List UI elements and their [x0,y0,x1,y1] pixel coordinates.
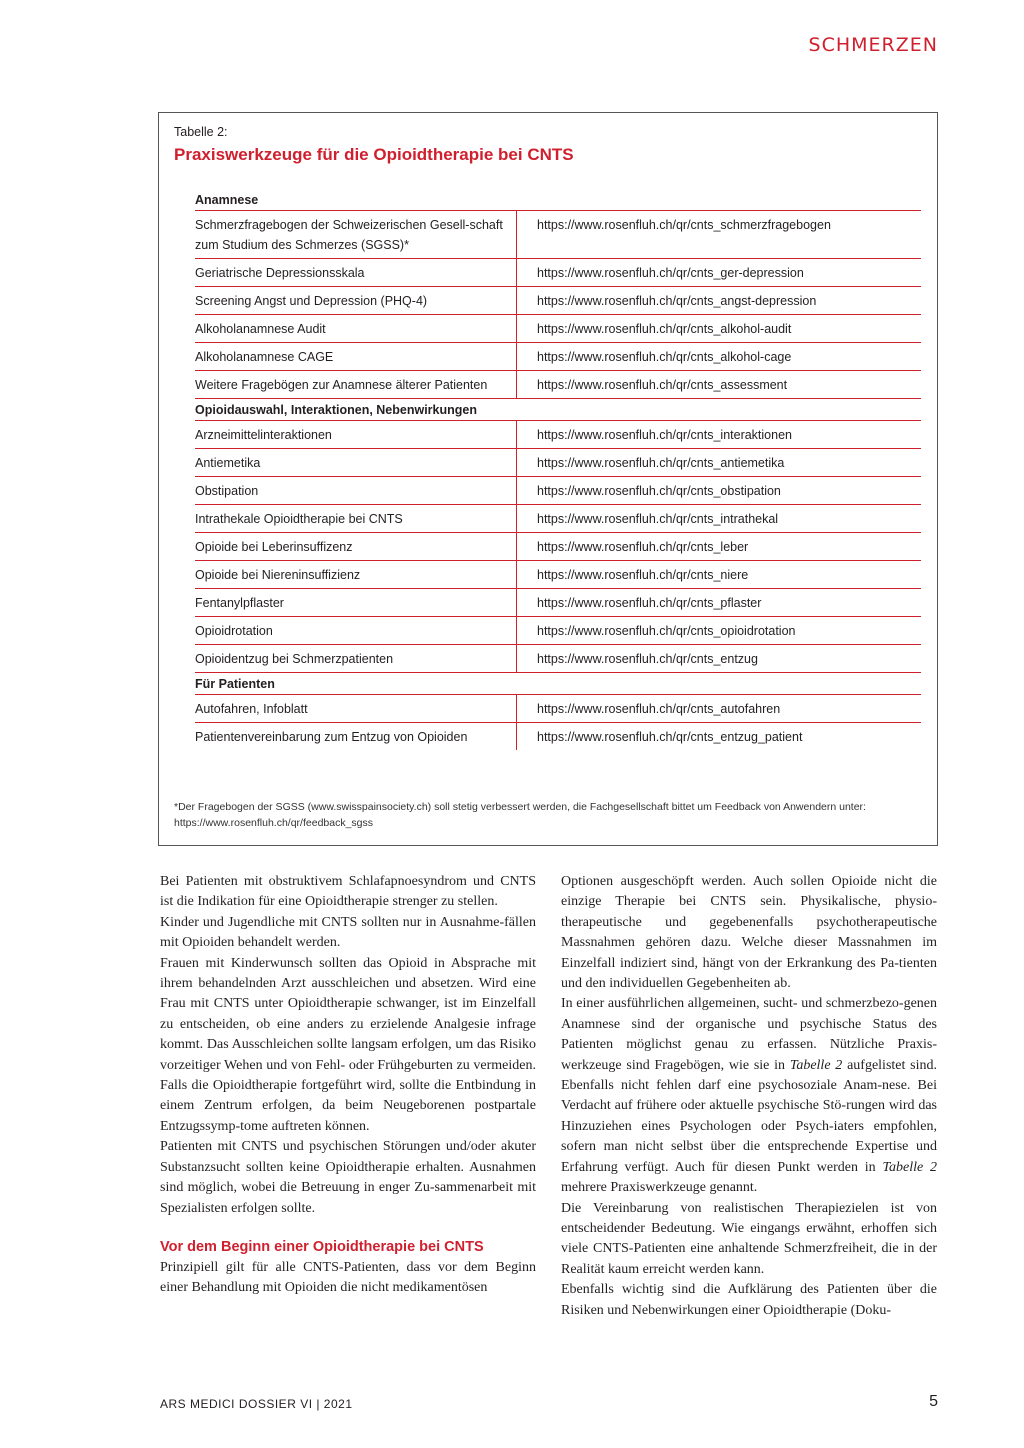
tool-link[interactable]: https://www.rosenfluh.ch/qr/cnts_schmerzfragebogen [537,218,831,232]
table-row [195,449,921,477]
table-group-heading: Anamnese [195,189,921,211]
tool-link[interactable]: https://www.rosenfluh.ch/qr/cnts_antiemetika [537,456,785,470]
paragraph: Ebenfalls wichtig sind die Aufklärung des Patienten über die Risiken und Nebenwirkungen einer Opioidtherapie (Doku- [561,1282,937,1318]
section-title: SCHMERZEN [808,34,938,56]
table-row [195,505,921,533]
tool-link[interactable]: https://www.rosenfluh.ch/qr/cnts_leber [537,540,749,554]
tool-name: Alkoholanamnese Audit [195,315,517,342]
tool-name: Intrathekale Opioidtherapie bei CNTS [195,505,517,532]
table-row [195,211,921,259]
table-row [195,589,921,617]
paragraph [561,994,937,1198]
paragraph: Die Vereinbarung von realistischen Therapiezielen ist von entscheidender Bedeutung. Wie eingangs erwähnt, erhoffen sich viele CNTS-Patienten eine anhaltende Schmerzfreiheit, die in der Realität kaum erreicht werden kann. [561,1200,937,1277]
tool-name: Weitere Fragebögen zur Anamnese älterer Patienten [195,371,517,398]
tool-name: Patientenvereinbarung zum Entzug von Opioiden [195,723,517,750]
tool-name: Opioidrotation [195,617,517,644]
tool-link[interactable]: https://www.rosenfluh.ch/qr/cnts_obstipation [537,484,781,498]
tool-name: Opioide bei Niereninsuffizienz [195,561,517,588]
tools-table [158,112,938,846]
tool-link[interactable]: https://www.rosenfluh.ch/qr/cnts_intrathekal [537,512,779,526]
table-row [195,645,921,673]
table-reference: Tabelle 2 [789,1057,843,1073]
tool-link[interactable]: https://www.rosenfluh.ch/qr/cnts_ger-depression [537,266,804,280]
tool-name: Opioide bei Leberinsuffizenz [195,533,517,560]
tool-link[interactable]: https://www.rosenfluh.ch/qr/cnts_alkohol-audit [537,322,792,336]
table-row [195,695,921,723]
paragraph: Frauen mit Kinderwunsch sollten das Opioid in Absprache mit ihrem behandelnden Arzt ausschleichen und absetzen. Wird eine Frau mit CNTS unter Opioidtherapie schwanger, ist im Einzelfall zu entscheiden, ob eine anders zu erzielende Analgesie infrage kommt. Das Ausschleichen sollte langsam erfolgen, um das Risiko vorzeitiger Wehen und von Fehl- oder Frühgeburten zu vermeiden. Falls die Opioidtherapie fortgeführt wird, sollte die Entbindung in einem Zentrum erfolgen, da beim Neugeborenen postpartale Entzugssymp-tome auftreten können. [160,955,536,1134]
table-label: Tabelle 2: [174,125,228,139]
table-row [195,723,921,750]
table-group-heading: Opioidauswahl, Interaktionen, Nebenwirkungen [195,399,921,421]
text-run: In einer ausführlichen allgemeinen, sucht- und schmerzbezo-genen Anamnese sind der organische und psychische Status des Patienten möglichst genau zu erfassen. Nützliche Praxis-werkzeuge sind Fragebögen, wie sie in [561,996,937,1073]
table-row [195,371,921,399]
body-column-right [561,872,937,1321]
table-row [195,477,921,505]
tool-link[interactable]: https://www.rosenfluh.ch/qr/cnts_niere [537,568,749,582]
tool-name: Obstipation [195,477,517,504]
page-number: 5 [929,1393,938,1410]
text-run: aufgelistet sind. Ebenfalls nicht fehlen darf eine psychosoziale Anam-nese. Bei Verdacht auf frühere oder aktuelle psychische Stö-rungen wird das Hinzuziehen eines Psychologen oder Psych-iaters empfohlen, sofern man nicht selbst über die entsprechende Expertise und Erfahrung verfügt. Auch für diesen Punkt werden in [561,1057,937,1175]
tool-name: Schmerzfragebogen der Schweizerischen Gesell-schaft zum Studium des Schmerzes (SGSS)* [195,211,517,258]
paragraph: Kinder und Jugendliche mit CNTS sollten nur in Ausnahme-fällen mit Opioiden behandelt werden. [160,914,536,951]
paragraph: Optionen ausgeschöpft werden. Auch sollen Opioide nicht die einzige Therapie bei CNTS sein. Physikalische, physio-therapeutische und gegebenenfalls psychotherapeutische Massnahmen gehören dazu. Welche dieser Massnahmen im Einzelfall indiziert sind, hängt von der Erkrankung des Pa-tienten und den individuellen Gegebenheiten ab. [561,874,937,992]
tool-name: Opioidentzug bei Schmerzpatienten [195,645,517,672]
tool-name: Fentanylpflaster [195,589,517,616]
tool-link[interactable]: https://www.rosenfluh.ch/qr/cnts_interaktionen [537,428,792,442]
table-row [195,617,921,645]
tool-name: Antiemetika [195,449,517,476]
tool-name: Arzneimittelinteraktionen [195,421,517,448]
tool-name: Screening Angst und Depression (PHQ-4) [195,287,517,314]
table-title: Praxiswerkzeuge für die Opioidtherapie bei CNTS [174,145,574,164]
table-row [195,561,921,589]
table-group-heading: Für Patienten [195,673,921,695]
paragraph: Prinzipiell gilt für alle CNTS-Patienten, dass vor dem Beginn einer Behandlung mit Opioiden die nicht medikamentösen [160,1259,536,1296]
tool-link[interactable]: https://www.rosenfluh.ch/qr/cnts_entzug [537,652,758,666]
table-row [195,287,921,315]
tool-name: Autofahren, Infoblatt [195,695,517,722]
journal-footer: ARS MEDICI DOSSIER VI | 2021 [160,1397,353,1411]
tool-link[interactable]: https://www.rosenfluh.ch/qr/cnts_angst-depression [537,294,817,308]
table-footnote: *Der Fragebogen der SGSS (www.swisspainsociety.ch) soll stetig verbessert werden, die Fachgesellschaft bittet um Feedback von Anwendern unter: https://www.rosenfluh.ch/qr/feedback_sgss [174,801,866,829]
table-row [195,533,921,561]
table-row [195,259,921,287]
tool-link[interactable]: https://www.rosenfluh.ch/qr/cnts_autofahren [537,702,781,716]
paragraph: Bei Patienten mit obstruktivem Schlafapnoesyndrom und CNTS ist die Indikation für eine Opioidtherapie strenger zu stellen. [160,874,536,910]
table-reference: Tabelle 2 [882,1159,937,1175]
tool-link[interactable]: https://www.rosenfluh.ch/qr/cnts_opioidrotation [537,624,796,638]
body-column-left [160,872,536,1299]
tool-name: Alkoholanamnese CAGE [195,343,517,370]
tool-link[interactable]: https://www.rosenfluh.ch/qr/cnts_pflaster [537,596,762,610]
tool-link[interactable]: https://www.rosenfluh.ch/qr/cnts_entzug_patient [537,730,803,744]
paragraph: Patienten mit CNTS und psychischen Störungen und/oder akuter Substanzsucht sollten keine Opioidtherapie erhalten. Ausnahmen sind möglich, wobei die Betreuung in enger Zu-sammenarbeit mit Spezialisten erfolgen sollte. [160,1139,536,1216]
tool-link[interactable]: https://www.rosenfluh.ch/qr/cnts_alkohol-cage [537,350,792,364]
table-row [195,343,921,371]
text-run: mehrere Praxiswerkzeuge genannt. [561,1180,758,1196]
tool-name: Geriatrische Depressionsskala [195,259,517,286]
table-row [195,421,921,449]
table-row [195,315,921,343]
section-heading: Vor dem Beginn einer Opioidtherapie bei CNTS [160,1238,484,1255]
tool-link[interactable]: https://www.rosenfluh.ch/qr/cnts_assessment [537,378,788,392]
table-rows [195,189,921,750]
